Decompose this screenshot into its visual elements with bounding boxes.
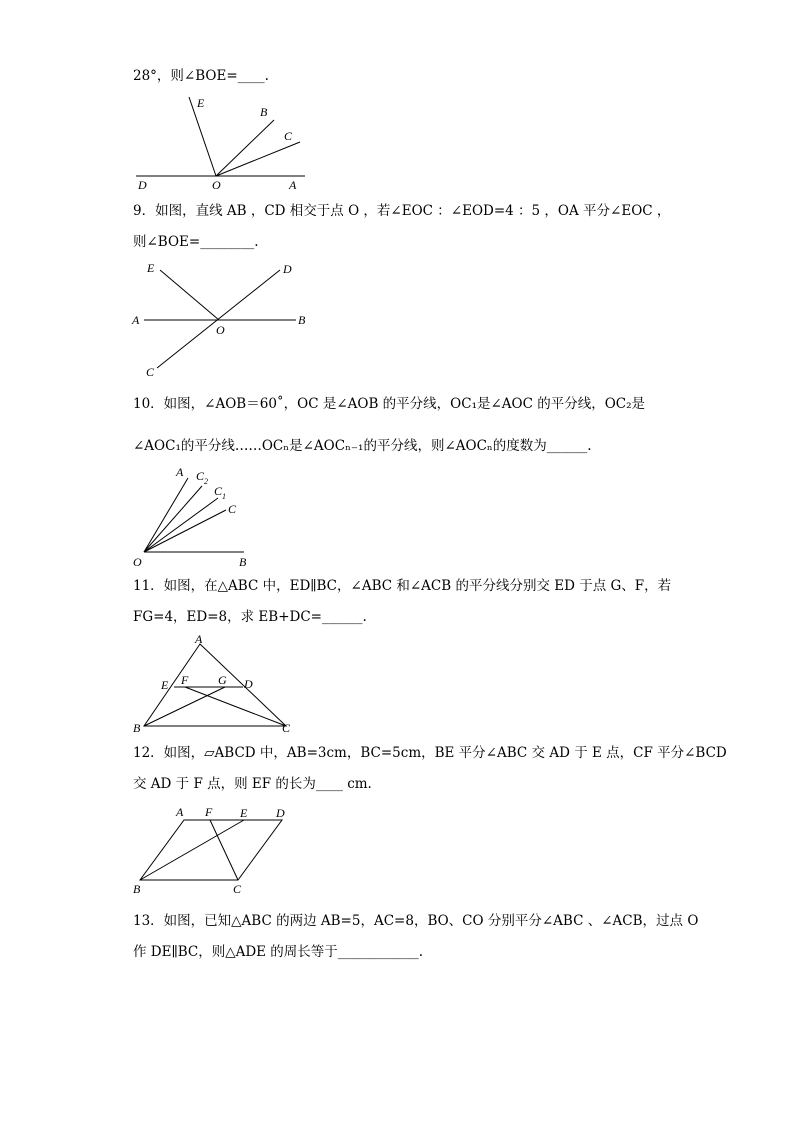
label-D: D bbox=[244, 677, 253, 691]
label-D: D bbox=[276, 806, 285, 820]
q11-line1: 11．如图，在△ABC 中，ED∥BC，∠ABC 和∠ACB 的平分线分别交 ED 于点 G、F，若 bbox=[133, 578, 672, 594]
label-D: D bbox=[283, 262, 292, 276]
q9-line1: 9．如图，直线 AB ，CD 相交于点 O ，若∠EOC ：∠EOD=4 ：5 ，OA 平分∠EOC ， bbox=[133, 203, 671, 219]
figure-q8 bbox=[130, 92, 310, 194]
figure-q10 bbox=[130, 462, 260, 570]
q8-answer-line: 28°，则∠BOE=____. bbox=[133, 68, 269, 84]
label-O: O bbox=[212, 178, 221, 192]
label-C1-sub: 1 bbox=[222, 492, 226, 501]
segment-BE bbox=[140, 820, 244, 880]
label-B: B bbox=[133, 721, 141, 735]
label-E: E bbox=[197, 96, 205, 110]
ray-OE bbox=[160, 270, 219, 320]
ray-OB bbox=[216, 120, 274, 176]
ray-OC2 bbox=[144, 486, 202, 552]
label-F: F bbox=[181, 673, 189, 687]
label-O: O bbox=[133, 555, 142, 569]
q13-line1: 13．如图，已知△ABC 的两边 AB=5，AC=8，BO、CO 分别平分∠ABC 、∠ACB，过点 O bbox=[133, 913, 699, 929]
label-E: E bbox=[161, 678, 169, 692]
segment-CF bbox=[185, 687, 286, 726]
q11-line2: FG=4，ED=8，求 EB+DC=______. bbox=[133, 609, 367, 625]
parallelogram-ABCD bbox=[140, 820, 282, 880]
label-A: A bbox=[176, 805, 184, 819]
ray-OC1 bbox=[144, 498, 218, 552]
label-O: O bbox=[216, 323, 225, 337]
label-A: A bbox=[195, 632, 203, 646]
label-B: B bbox=[298, 313, 306, 327]
figure-q11 bbox=[130, 630, 300, 738]
q12-line2: 交 AD 于 F 点，则 EF 的长为____ cm. bbox=[133, 776, 372, 792]
label-C: C bbox=[228, 502, 237, 516]
label-C: C bbox=[146, 365, 155, 379]
label-C: C bbox=[233, 882, 242, 896]
label-A: A bbox=[176, 465, 184, 479]
q13-line2: 作 DE∥BC，则△ADE 的周长等于____________. bbox=[133, 944, 424, 960]
label-C: C bbox=[284, 129, 293, 143]
label-A: A bbox=[289, 178, 297, 192]
segment-BG bbox=[144, 687, 225, 726]
label-B: B bbox=[133, 882, 141, 896]
label-C2-sub: 2 bbox=[204, 477, 208, 486]
q9-line2: 则∠BOE=________. bbox=[133, 234, 259, 250]
q12-line1: 12．如图，▱ABCD 中，AB=3cm，BC=5cm，BE 平分∠ABC 交 AD 于 E 点，CF 平分∠BCD bbox=[133, 745, 727, 761]
q10-line1: 10．如图，∠AOB＝60˚，OC 是∠AOB 的平分线，OC₁是∠AOC 的平分线，OC₂是 bbox=[133, 396, 646, 412]
label-C1: C bbox=[214, 484, 223, 498]
ray-OC bbox=[216, 142, 300, 176]
label-D: D bbox=[138, 178, 147, 192]
label-A: A bbox=[132, 313, 140, 327]
q10-line2: ∠AOC₁的平分线……OCₙ是∠AOCₙ₋₁的平分线，则∠AOCₙ的度数为______. bbox=[133, 438, 592, 454]
label-C: C bbox=[282, 721, 291, 735]
label-C2: C bbox=[196, 469, 205, 483]
label-E: E bbox=[147, 261, 155, 275]
segment-CF bbox=[210, 820, 238, 880]
label-B: B bbox=[239, 555, 247, 569]
label-G: G bbox=[218, 673, 227, 687]
label-E: E bbox=[240, 806, 248, 820]
label-F: F bbox=[205, 805, 213, 819]
label-B: B bbox=[260, 105, 268, 119]
figure-q12 bbox=[130, 802, 300, 898]
figure-q9 bbox=[130, 256, 320, 382]
